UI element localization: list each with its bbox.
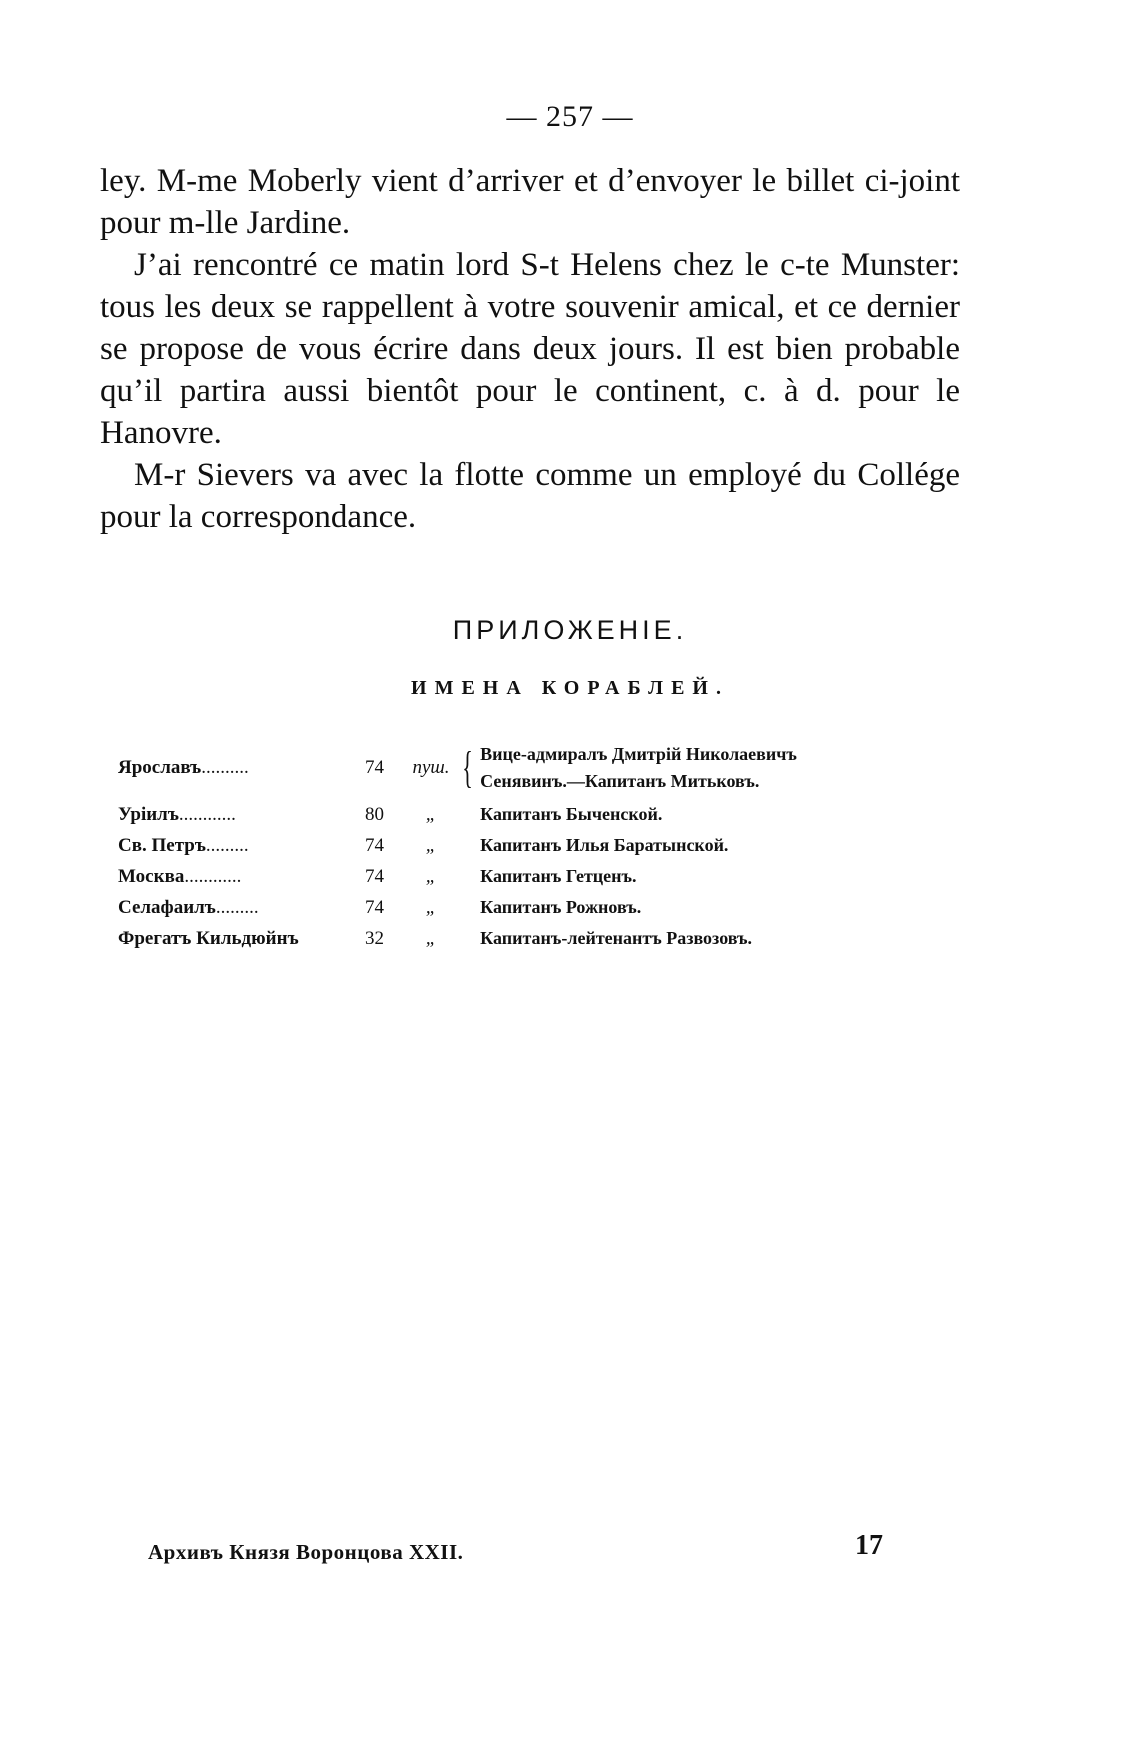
- paragraph: ley. M-me Moberly vient d’arriver et d’envoyer le billet ci-joint pour m-lle Jardine.: [100, 163, 960, 241]
- appendix-title: ПРИЛОЖЕНІЕ.: [452, 615, 688, 645]
- ship-captain: Капитанъ Илья Баратынской.: [480, 835, 729, 855]
- table-row: [118, 861, 978, 892]
- footer-signature: Архивъ Князя Воронцова XXII.: [148, 1540, 464, 1564]
- ship-captain: Капитанъ-лейтенантъ Развозовъ.: [480, 928, 753, 948]
- appendix-subtitle: ИМЕНА КОРАБЛЕЙ.: [411, 677, 729, 699]
- paragraph: J’ai rencontré ce matin lord S-t Helens chez le c-te Munster: tous les deux se rappellent à votre souvenir amical, et ce dernier se propose de vous écrire dans deux jours. Il est bien probable qu’il partira aussi bientôt pour le continent, c. à d. pour le Hanovre.: [100, 247, 960, 451]
- ship-name: Ярославъ..........: [118, 757, 249, 778]
- ship-guns-unit: пуш.: [412, 757, 450, 778]
- ship-guns-unit: „: [425, 834, 437, 856]
- ship-guns-unit: „: [425, 865, 437, 887]
- page-number: — 257 —: [506, 100, 634, 133]
- ship-name: Св. Петръ.........: [118, 834, 249, 856]
- ship-name: Селафаилъ.........: [118, 896, 259, 918]
- ship-guns: 74: [365, 896, 384, 918]
- ship-guns: 74: [365, 865, 384, 887]
- ship-captain: Вице-адмиралъ Дмитрій Николаевичъ Сенявинъ.—Капитанъ Митьковъ.: [480, 744, 797, 791]
- ship-captain: Капитанъ Рожновъ.: [480, 897, 642, 917]
- ships-table: [118, 737, 978, 954]
- ship-captain: Капитанъ Гетценъ.: [480, 866, 637, 886]
- footer-sheet-number: 17: [855, 1530, 883, 1561]
- ship-guns-unit: „: [425, 803, 437, 825]
- ship-guns-unit: „: [425, 927, 437, 949]
- letter-text: [100, 160, 960, 538]
- table-row: [118, 923, 978, 954]
- ship-guns: 74: [365, 834, 384, 856]
- ship-guns: 74: [365, 757, 384, 778]
- ship-guns: 32: [365, 927, 384, 949]
- ship-name: Москва............: [118, 865, 242, 887]
- ship-captain: Капитанъ Быченской.: [480, 804, 663, 824]
- brace: {: [462, 743, 473, 792]
- table-row: [118, 737, 978, 799]
- ship-name: Уріилъ............: [118, 803, 236, 825]
- ship-name: Фрегатъ Кильдюйнъ: [118, 927, 299, 949]
- paragraph: M-r Sievers va avec la flotte comme un employé du Collége pour la correspondance.: [100, 457, 960, 535]
- table-row: [118, 799, 978, 830]
- ship-guns: 80: [365, 803, 384, 825]
- table-row: [118, 892, 978, 923]
- ship-guns-unit: „: [425, 896, 437, 918]
- table-row: [118, 830, 978, 861]
